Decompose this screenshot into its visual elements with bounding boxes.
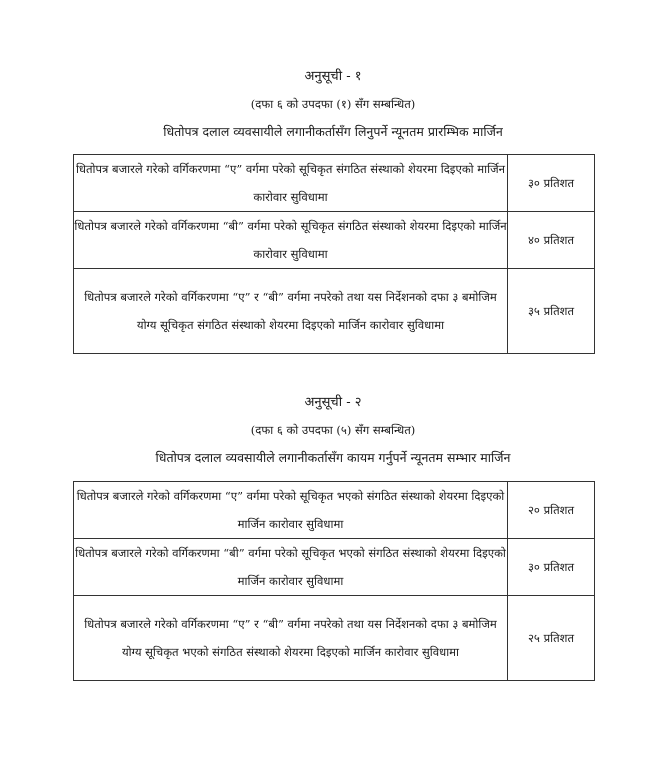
row-description: धितोपत्र बजारले गरेको वर्गिकरणमा “ए” वर्गमा परेको सूचिकृत भएको संगठित संस्थाको शेयरमा दिइएको मार्जिन कारोवार सुविधामा [74,482,508,539]
schedule-title: अनुसूची - २ [304,395,362,410]
margin-table [73,481,595,681]
row-percent: ४० प्रतिशत [508,212,595,269]
schedule-title: अनुसूची - १ [304,69,362,84]
schedule-2 [0,394,666,659]
schedule-1 [0,68,666,332]
table-row [74,539,595,596]
schedule-reference: (दफा ६ को उपदफा (१) सँग सम्बन्धित) [250,97,416,111]
row-description: धितोपत्र बजारले गरेको वर्गिकरणमा “बी” वर्गमा परेको सूचिकृत संगठित संस्थाको शेयरमा दिइएको मार्जिन कारोवार सुविधामा [74,212,508,269]
schedule-reference: (दफा ६ को उपदफा (५) सँग सम्बन्धित) [250,423,416,437]
row-percent: ३५ प्रतिशत [508,269,595,354]
row-description: धितोपत्र बजारले गरेको वर्गिकरणमा “ए” र “बी” वर्गमा नपरेको तथा यस निर्देशनको दफा ३ बमोजिम योग्य सूचिकृत संगठित संस्थाको शेयरमा दिइएको मार्जिन कारोवार सुविधामा [74,269,508,354]
table-row [74,155,595,212]
row-percent: ३० प्रतिशत [508,539,595,596]
table-row [74,596,595,681]
row-percent: ३० प्रतिशत [508,155,595,212]
table-row [74,269,595,354]
row-percent: २० प्रतिशत [508,482,595,539]
schedule-heading: धितोपत्र दलाल व्यवसायीले लगानीकर्तासँग कायम गर्नुपर्ने न्यूनतम सम्भार मार्जिन [155,450,511,465]
row-description: धितोपत्र बजारले गरेको वर्गिकरणमा “ए” वर्गमा परेको सूचिकृत संगठित संस्थाको शेयरमा दिइएको मार्जिन कारोवार सुविधामा [74,155,508,212]
margin-table [73,154,595,354]
table-row [74,212,595,269]
row-percent: २५ प्रतिशत [508,596,595,681]
table-row [74,482,595,539]
row-description: धितोपत्र बजारले गरेको वर्गिकरणमा “ए” र “बी” वर्गमा नपरेको तथा यस निर्देशनको दफा ३ बमोजिम योग्य सूचिकृत भएको संगठित संस्थाको शेयरमा दिइएको मार्जिन कारोवार सुविधामा [74,596,508,681]
row-description: धितोपत्र बजारले गरेको वर्गिकरणमा “बी” वर्गमा परेको सूचिकृत भएको संगठित संस्थाको शेयरमा दिइएको मार्जिन कारोवार सुविधामा [74,539,508,596]
schedule-heading: धितोपत्र दलाल व्यवसायीले लगानीकर्तासँग लिनुपर्ने न्यूनतम प्रारम्भिक मार्जिन [163,124,503,139]
